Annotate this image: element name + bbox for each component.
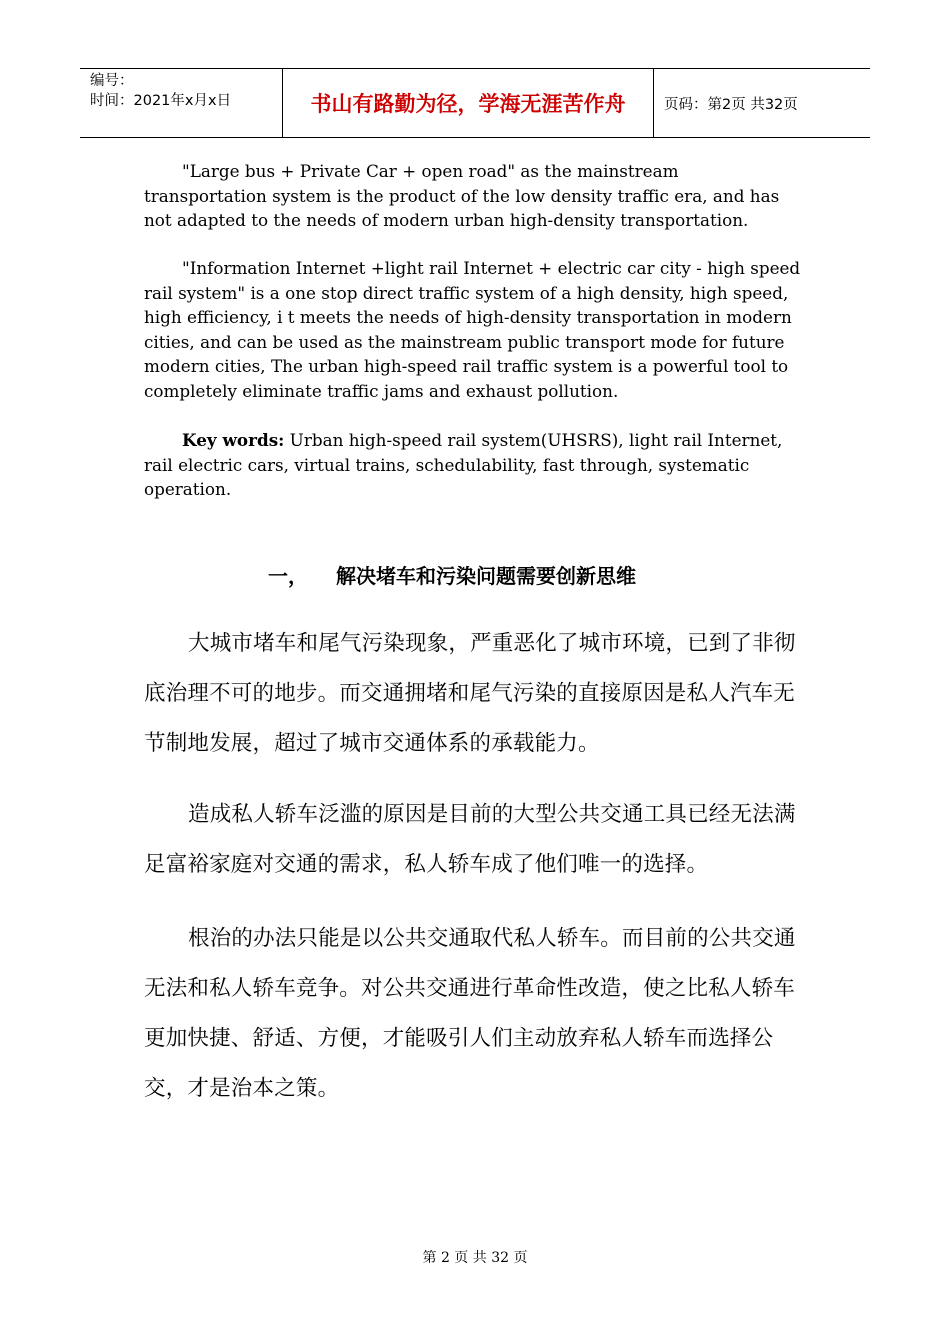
page-footer: 第 2 页 共 32 页 [422, 1250, 528, 1266]
keywords-label: Key words: [182, 430, 285, 450]
body-paragraph-2 [144, 790, 804, 890]
section-number: 一， [268, 564, 308, 588]
keywords-text: Urban high-speed rail system(UHSRS), light rail Internet, rail electric cars, virtual trains, schedulability, fast through, systematic operation. [144, 430, 783, 500]
header-motto: 书山有路勤为径，学海无涯苦作舟 [282, 69, 654, 137]
abstract-paragraph-2 [144, 256, 804, 404]
abstract-paragraph-1-text: "Large bus + Private Car + open road" as the mainstream transportation system is the product of the low density traffic era, and has not adapted to the needs of modern urban high-density transportation. [144, 161, 780, 231]
page-header [80, 68, 870, 138]
body-paragraph-3 [144, 914, 804, 1114]
header-meta [80, 69, 282, 137]
document-time-label: 时间：2021年x月x日 [90, 93, 232, 109]
header-page-info: 页码：第2页 共32页 [664, 96, 798, 113]
body-paragraph-2-text: 造成私人轿车泛滥的原因是目前的大型公共交通工具已经无法满足富裕家庭对交通的需求，私人轿车成了他们唯一的选择。 [144, 802, 796, 877]
document-number-label: 编号： [90, 73, 134, 89]
abstract-paragraph-2-text: "Information Internet +light rail Internet + electric car city - high speed rail system" is a one stop direct traffic system of a high density, high speed, high efficiency, i t meets the needs of high-density transportation in modern cities, and can be used as the mainstream public transport mode for future modern cities, The urban high-speed rail traffic system is a powerful tool to completely eliminate traffic jams and exhaust pollution. [144, 258, 801, 401]
abstract-paragraph-1 [144, 159, 804, 233]
body-paragraph-3-text: 根治的办法只能是以公共交通取代私人轿车。而目前的公共交通无法和私人轿车竞争。对公共交通进行革命性改造，使之比私人轿车更加快捷、舒适、方便，才能吸引人们主动放弃私人轿车而选择公交，才是治本之策。 [144, 926, 796, 1101]
body-paragraph-1-text: 大城市堵车和尾气污染现象，严重恶化了城市环境，已到了非彻底治理不可的地步。而交通拥堵和尾气污染的直接原因是私人汽车无节制地发展，超过了城市交通体系的承载能力。 [144, 631, 796, 756]
keywords-paragraph [144, 428, 804, 502]
section-title: 解决堵车和污染问题需要创新思维 [336, 564, 636, 588]
body-paragraph-1 [144, 619, 804, 769]
